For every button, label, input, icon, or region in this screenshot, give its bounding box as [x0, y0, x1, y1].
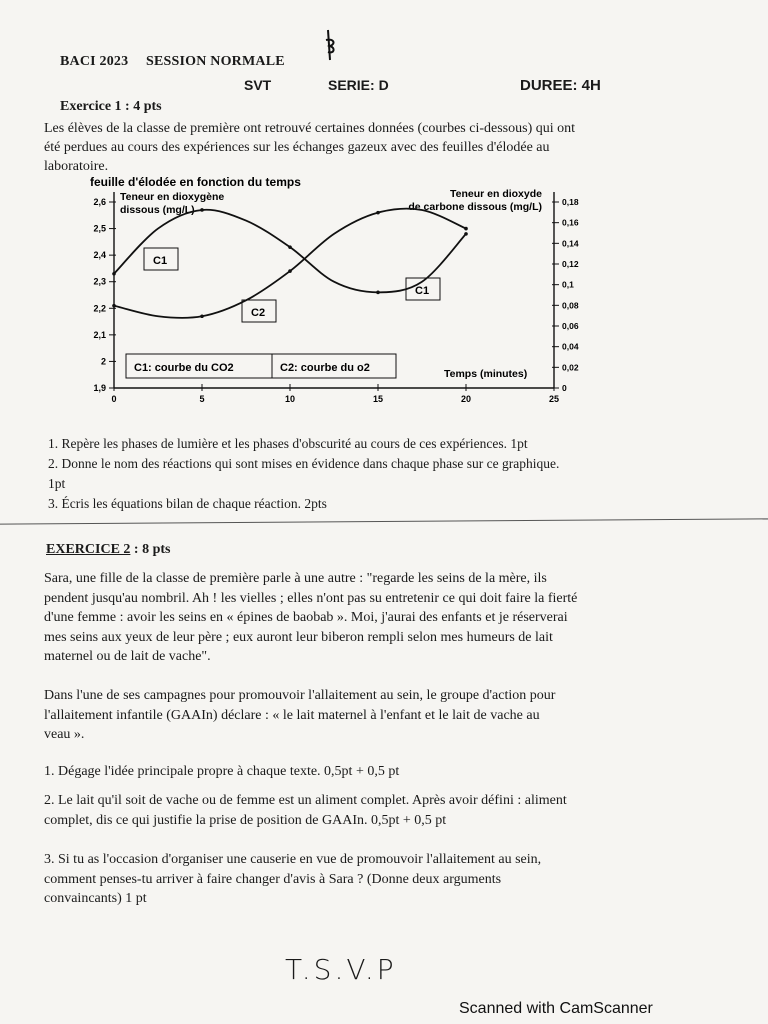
y-left-label-line1: Teneur en dioxygène — [120, 191, 225, 203]
y-left-tick-label: 2,4 — [93, 250, 106, 261]
y-left-tick-label: 2,2 — [93, 303, 106, 314]
para-line: maternel ou de lait de vache". — [44, 649, 211, 664]
data-point — [464, 227, 468, 231]
y-left-tick-label: 2,5 — [93, 223, 106, 234]
chart-title: feuille d'élodée en fonction du temps — [90, 175, 301, 189]
x-tick-label: 5 — [199, 394, 205, 404]
legend-item: C1: courbe du CO2 — [134, 362, 234, 374]
y-right-tick-label: 0 — [562, 383, 567, 393]
data-point — [112, 304, 116, 308]
duree: DUREE: 4H — [520, 77, 601, 94]
y-right-tick-label: 0,1 — [562, 279, 574, 290]
data-point — [376, 291, 380, 295]
y-right-label-line2: de carbone dissous (mg/L) — [408, 201, 542, 213]
curve-label: C2 — [251, 307, 266, 319]
section-divider — [0, 518, 768, 524]
exercise2-heading — [46, 542, 170, 558]
exercise1-title: Exercice 1 : 4 pts — [60, 99, 162, 114]
curve-label: C1 — [415, 285, 430, 297]
para-line: Dans l'une de ses campagnes pour promouvoir l'allaitement au sein, le groupe d'action pour — [44, 688, 556, 703]
exam-header — [60, 54, 299, 70]
question: 3. Écris les équations bilan de chaque réaction. 2pts — [48, 496, 327, 511]
para-line: Sara, une fille de la classe de première parle à une autre : "regarde les seins de la mère, ils — [44, 571, 547, 586]
y-right-tick-label: 0,02 — [562, 362, 579, 373]
x-tick-label: 10 — [284, 394, 296, 404]
exercise2-points: : 8 pts — [130, 542, 171, 557]
y-left-label-line2: dissous (mg/L) — [120, 204, 195, 216]
exercise2-title: EXERCICE 2 — [46, 542, 131, 557]
exercise1-intro — [44, 119, 575, 176]
y-right-label-line1: Teneur en dioxyde — [450, 188, 542, 200]
para-line: veau ». — [44, 727, 85, 742]
x-tick-label: 15 — [372, 394, 384, 404]
y-right-tick-label: 0,18 — [562, 197, 579, 207]
y-left-tick-label: 2,6 — [93, 197, 106, 207]
data-point — [200, 314, 204, 318]
intro-line: Les élèves de la classe de première ont retrouvé certaines données (courbes ci-dessous) qui ont — [44, 121, 576, 136]
para-line: l'allaitement infantile (GAAIn) déclare : « le lait maternel à l'enfant et le lait de vache au — [44, 707, 540, 723]
data-point — [376, 211, 380, 215]
exercise2-paragraph2 — [44, 686, 734, 745]
question: 1pt — [48, 476, 66, 491]
exercise2-q3 — [44, 850, 744, 909]
data-point — [200, 208, 204, 212]
handwritten-mark-icon — [318, 28, 342, 62]
y-right-tick-label: 0,04 — [562, 341, 579, 352]
y-left-tick-label: 2,3 — [93, 276, 106, 287]
exercise2-q1: 1. Dégage l'idée principale propre à chaque texte. 0,5pt + 0,5 pt — [44, 764, 400, 779]
exercise2-paragraph1 — [44, 569, 734, 667]
question: 1. Repère les phases de lumière et les phases d'obscurité au cours de ces expériences. 1pt — [48, 436, 528, 451]
legend-item: C2: courbe du o2 — [280, 362, 370, 374]
legend — [126, 354, 396, 378]
y-left-tick-label: 2,1 — [93, 329, 106, 340]
tsvp-handwritten: T.S.V.P — [285, 953, 397, 986]
data-point — [464, 232, 468, 236]
y-right-tick-label: 0,12 — [562, 259, 579, 269]
intro-line: laboratoire. — [44, 159, 109, 174]
y-left-tick-label: 2 — [100, 356, 106, 367]
curve-label-c2-box — [242, 300, 276, 322]
y-right-tick-label: 0,08 — [562, 300, 579, 311]
para-line: convaincants) 1 pt — [44, 891, 147, 906]
exam-title: BACI 2023 — [60, 54, 129, 69]
scanner-watermark: Scanned with CamScanner — [459, 1000, 653, 1017]
para-line: pendent jusqu'au nombril. Ah ! les vielles ; elles n'ont pas su entretenir ce qui doit faire la fierté — [44, 590, 578, 606]
data-point — [288, 245, 292, 249]
x-axis-label: Temps (minutes) — [444, 368, 528, 380]
x-tick-label: 0 — [111, 394, 117, 404]
curve-label-c1-box — [144, 248, 178, 270]
x-tick-label: 20 — [460, 394, 472, 404]
para-line: d'une femme : avoir les seins en « épines de baobab ». Moi, j'aurai des enfants et je réserverai — [44, 610, 568, 625]
para-line: complet, dis ce qui justifie la prise de position de GAAIn. 0,5pt + 0,5 pt — [44, 812, 447, 828]
y-left-tick-label: 1,9 — [93, 383, 106, 393]
exercise1-questions — [48, 434, 748, 514]
y-right-tick-label: 0,16 — [562, 217, 579, 228]
y-right-tick-label: 0,14 — [562, 238, 579, 249]
subject: SVT — [244, 77, 272, 93]
curve-label: C1 — [153, 255, 168, 267]
para-line: mes seins aux yeux de leur père ; eux auront leur biberon rempli selon mes humeurs de lait — [44, 629, 553, 645]
intro-line: été perdues au cours des expériences sur les échanges gazeux avec des feuilles d'élodée au — [44, 140, 550, 155]
question: 2. Donne le nom des réactions qui sont mises en évidence dans chaque phase sur ce graphique. — [48, 456, 560, 471]
exercise2-q2 — [44, 791, 744, 830]
para-line: comment penses-tu arriver à faire changer d'avis à Sara ? (Donne deux arguments — [44, 871, 502, 887]
series-line-c1 — [114, 210, 466, 293]
data-point — [112, 272, 116, 276]
serie: SERIE: D — [328, 77, 389, 93]
para-line: 3. Si tu as l'occasion d'organiser une causerie en vue de promouvoir l'allaitement au sein, — [44, 852, 542, 867]
data-point — [288, 269, 292, 273]
para-line: 2. Le lait qu'il soit de vache ou de femme est un aliment complet. Après avoir défini : aliment — [44, 793, 567, 808]
y-right-tick-label: 0,06 — [562, 321, 579, 331]
x-tick-label: 25 — [548, 394, 560, 404]
gas-exchange-chart — [80, 170, 600, 410]
exam-session: SESSION NORMALE — [146, 54, 285, 69]
